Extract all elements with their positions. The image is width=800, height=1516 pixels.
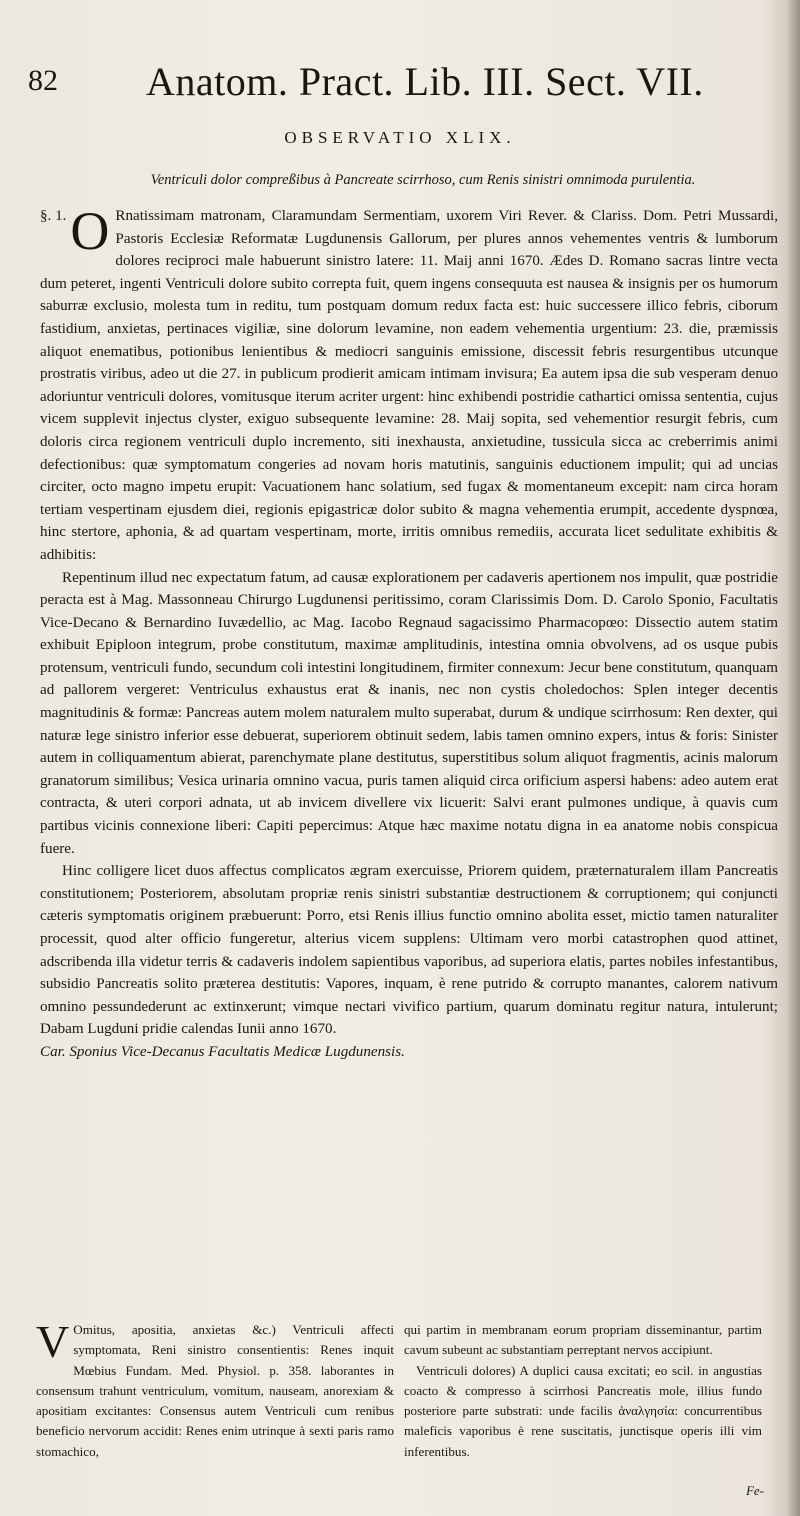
observation-subtitle: Ventriculi dolor compreßibus à Pancreate scirrhoso, cum Renis sinistri omnimoda purulentia. — [150, 172, 696, 188]
note-right-continuation: qui partim in membranam eorum propriam disseminantur, partim cavum subeunt ac substantiam perreptant nervos accipiunt. — [404, 1322, 762, 1358]
paragraph-3: Hinc colligere licet duos affectus complicatos ægram exercuisse, Priorem quidem, præternaturalem illam Pancreatis constitutionem; Posteriorem, absolutam propriæ renis sinistri substantiæ destructionem & corruptionem; qui conjuncti cæteris symptomatis originem præbuerunt: Porro, etsi Renis illius functio omnino abolita esset, mictio tamen naturaliter processit, quod alter officio fungeretur, alterius vicem supplens: Ultimam vero morbi catastrophen quod attinet, adscribenda illa videtur terris & cadaveris indolem sapientibus vaporibus, ad superiora elatis, partes nobiles infestantibus, subsidio Pancreatis solito præterea destitutis: Vapores, inquam, è rene putrido & corrupto manantes, calorem nativum omnino pessundederunt ac extinxerunt; vimque nectari vivifico partium, quarum dominatu regitur natura, intulerunt; Dabam Lugduni pridie calendas Iunii anno 1670. — [40, 863, 778, 1038]
notes-right-column — [404, 1320, 762, 1462]
note-right-entry: Ventriculi dolores) A duplici causa excitati; eo scil. in angustias coacto & compresso à scirrhosi Pancreatis mole, illius fundo posteriore parte substrati: unde facilis ἀναλγησία: concurrentibus maleficis vaporibus è rene suscitatis, junctisque operis illi vim inferentibus. — [404, 1362, 762, 1459]
page-header — [28, 58, 788, 118]
page-spine-shadow — [786, 0, 800, 1516]
observation-title: OBSERVATIO XLIX. — [284, 128, 516, 147]
signature: Car. Sponius Vice-Decanus Facultatis Medicæ Lugdunensis. — [40, 1043, 405, 1060]
catchword: Fe- — [745, 1483, 764, 1498]
running-title: Anatom. Pract. Lib. III. Sect. VII. — [146, 59, 704, 104]
commentary-notes — [36, 1316, 778, 1500]
paragraph-2: Repentinum illud nec expectatum fatum, ad causæ explorationem per cadaveris apertionem nos impulit, quæ postridie peracta est à Mag. Massonneau Chirurgo Lugdunensi peritissimo, coram Clarissimis Dom. D. Carolo Sponio, Facultatis Vice-Decano & Bernardino Iuvædellio, ac Mag. Iacobo Regnaud sagacissimo Pharmacopœo: Dissectio autem statim exhibuit Epiploon integrum, probe constitutum, maximæ amplitudinis, intestina omnia obvolvens, ad os usque pubis protensum, ventriculi fundo, secundum coli intestini longitudinem, firmiter connexum: Jecur bene constitutum, quanquam ad pallorem vergeret: Ventriculus exhaustus erat & inanis, nec non cystis choledochos: Splen integer decentis magnitudinis & formæ: Pancreas autem molem naturalem multo superabat, durum & undique scirrhosum: Ren dexter, qui naturæ lege sinistro inferior esse debuerat, superiorem obtinuit sedem, labis tamen omnino expers, intus & foris: Sinister autem in colliquamentum abierat, parenchymate plane destitutus, superstitibus solum aliquot fragmentis, acinis malorum granatorum similibus; Vesica urinaria omnino vacua, puris tamen aliquid circa orificium aspersi habens: adeo autem erat contracta, & uteri corpori adnata, ut ab invicem divellere vix licuerit: Salvi erant pulmones undique, à quavis cum partibus vicinis connexione liberi: Capiti pepercimus: Atque hæc maxime notatu digna in ea anatome nobis conspicua fuere. — [40, 569, 778, 857]
note-drop-capital: V — [36, 1316, 70, 1367]
note-left-text: Omitus, apositia, anxietas &c.) Ventriculi affecti symptomata, Reni sinistro consentientis: Renes inquit Mœbius Fundam. Med. Physiol. p. 358. laborantes in consensum trahunt ventriculum, vomitum, nauseam, anorexiam & apositiam excitantes: Consensus autem Ventriculi cum renibus beneficio nervorum accidit: Renes enim utrinque à sexti paris ramo stomachico, — [36, 1322, 394, 1459]
paragraph-1 — [40, 201, 778, 567]
paragraph-1-text: Rnatissimam matronam, Claramundam Sermentiam, uxorem Viri Rever. & Clariss. Dom. Petri Mussardi, Pastoris Ecclesiæ Reformatæ Lugdunensis Gallorum, per plures annos vehementes ventris & lumborum dolores reciproci male habuerunt sinistro latere: 11. Maij anni 1670. Ædes D. Romano sacras lintre vecta dum peteret, ingenti Ventriculi dolore subito correpta fuit, quem ingens consequuta est nausea & insignis per os humorum saburræ exclusio, molesta tum in reditu, tum postquam domum redux facta est: huic successere illico febris, ciborum fastidium, anxietas, pertinaces vigiliæ, sine dolorum levamine, non eadem vehementia urgentium: 23. die, præmissis aliquot enematibus, potionibus lenientibus & mediocri sanguinis emissione, discessit febris resurgentibus utcunque prostratis viribus, adeo ut die 27. in publicum prodierit amicam intimam invisura; Ea autem ipsa die sub vesperam denuo adoriuntur ventriculi dolores, vomitusque iterum acriter urgent: hinc exhibendi postridie cathartici omissa sententia, cujus vicem supplevit injectus clyster, exiguo subsequente levamine: 28. Maij sopita, sed vehementior resurgit febris, cum doloris circa regionem ventriculi duplo incremento, siti inexhausta, anxietudine, tussicula sicca ac creberrimis animi defectionibus: quæ symptomatum congeries ad novam horis matutinis, sanguinis eductionem impulit; qui ad uncias circiter, octo magno impetu erupit: Vacuationem hanc solatium, sed fugax & momentaneum excepit: nam circa horam tertiam vespertinam ejusdem diei, regionis epigastricæ dolor subito & magna vehementia erumpit, accedente dyspnœa, hinc stertore, aphonia, & ad quartam vespertinam, morte, irritis omnibus remediis, accurata licet sedulitate exhibitis & adhibitis: — [40, 208, 778, 563]
notes-left-column — [36, 1316, 394, 1462]
page-number: 82 — [28, 64, 58, 97]
drop-capital: O — [70, 201, 110, 261]
main-text — [40, 201, 778, 1064]
section-mark: §. 1. — [40, 208, 67, 224]
